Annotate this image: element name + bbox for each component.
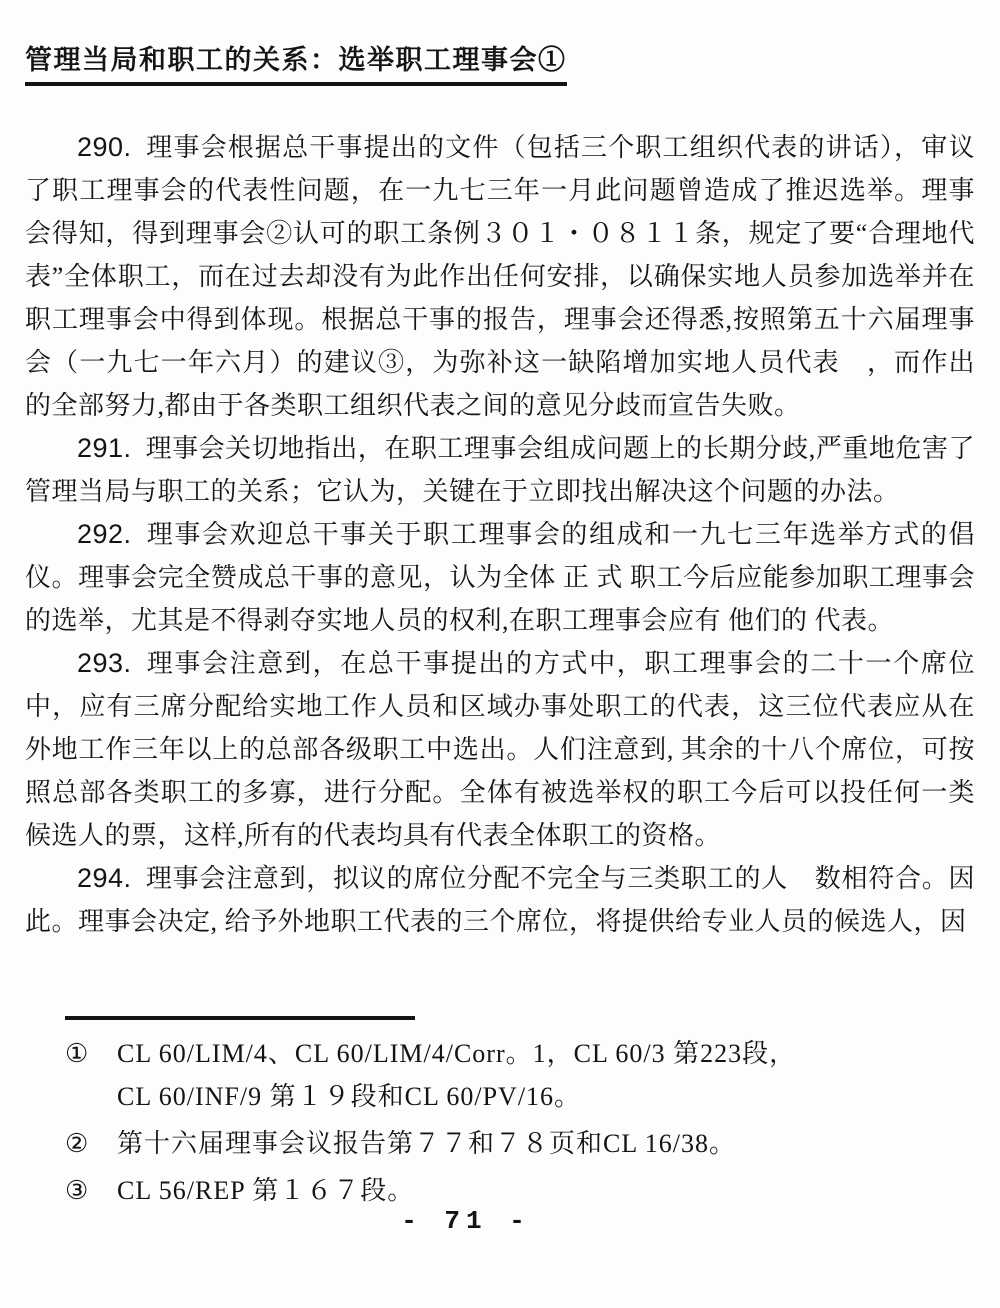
footnote-text [117, 1122, 975, 1165]
footnote-line: CL 56/REP 第１６７段。 [117, 1176, 415, 1205]
footnote-marker: ① [65, 1039, 89, 1068]
paragraph-text: 理事会注意到，拟议的席位分配不完全与三类职工的人 数相符合。因此。理事会决定, 给予外地职工代表的三个席位，将提供给专业人员的候选人，因 [25, 864, 975, 936]
footnote-1 [65, 1032, 975, 1118]
footnote-marker: ③ [65, 1176, 89, 1205]
paragraph-number: 292. [77, 519, 132, 549]
footnote-line: 第十六届理事会议报告第７７和７８页和CL 16/38。 [117, 1129, 736, 1158]
paragraph-291 [25, 427, 975, 513]
document-body [25, 126, 975, 943]
footnote-separator-rule [65, 1016, 415, 1020]
footnote-line: CL 60/LIM/4、CL 60/LIM/4/Corr。1，CL 60/3 第223段， [117, 1039, 797, 1068]
paragraph-294 [25, 857, 975, 943]
footnote-2 [65, 1122, 975, 1165]
paragraph-text: 理事会根据总干事提出的文件（包括三个职工组织代表的讲话），审议了职工理事会的代表性问题，在一九七三年一月此问题曾造成了推迟选举。理事会得知，得到理事会②认可的职工条例３０１・０８１１条，规定了要“合理地代表”全体职工，而在过去却没有为此作出任何安排，以确保实地人员参加选举并在职工理事会中得到体现。根据总干事的报告，理事会还得悉,按照第五十六届理事会（一九七一年六月）的建议③，为弥补这一缺陷增加实地人员代表 ，而作出的全部努力,都由于各类职工组织代表之间的意见分歧而宣告失败。 [25, 133, 975, 420]
page-number: - 71 - [401, 1206, 531, 1236]
footnote-line: CL 60/INF/9 第１９段和CL 60/PV/16。 [117, 1082, 582, 1111]
paragraph-number: 293. [77, 648, 132, 678]
page-title: 管理当局和职工的关系：选举职工理事会① [25, 38, 567, 86]
paragraph-text: 理事会关切地指出，在职工理事会组成问题上的长期分歧,严重地危害了管理当局与职工的关系；它认为，关键在于立即找出解决这个问题的办法。 [25, 434, 975, 506]
paragraph-text: 理事会注意到，在总干事提出的方式中，职工理事会的二十一个席位中，应有三席分配给实地工作人员和区域办事处职工的代表，这三位代表应从在外地工作三年以上的总部各级职工中选出。人们注意到, 其余的十八个席位，可按照总部各类职工的多寡，进行分配。全体有被选举权的职工今后可以投任何一类候选人的票，这样,所有的代表均具有代表全体职工的资格。 [25, 649, 975, 850]
paragraph-number: 294. [77, 863, 132, 893]
paragraph-text: 理事会欢迎总干事关于职工理事会的组成和一九七三年选举方式的倡仪。理事会完全赞成总干事的意见，认为全体 正 式 职工今后应能参加职工理事会的选举，尤其是不得剥夺实地人员的权利,在职工理事会应有 他们的 代表。 [25, 520, 975, 635]
paragraph-290 [25, 126, 975, 427]
paragraph-number: 291. [77, 433, 132, 463]
paragraph-number: 290. [77, 132, 132, 162]
paragraph-292 [25, 513, 975, 642]
footnote-text [117, 1032, 975, 1118]
footnote-marker: ② [65, 1129, 89, 1158]
paragraph-293 [25, 642, 975, 857]
footnotes-section [65, 1016, 975, 1216]
